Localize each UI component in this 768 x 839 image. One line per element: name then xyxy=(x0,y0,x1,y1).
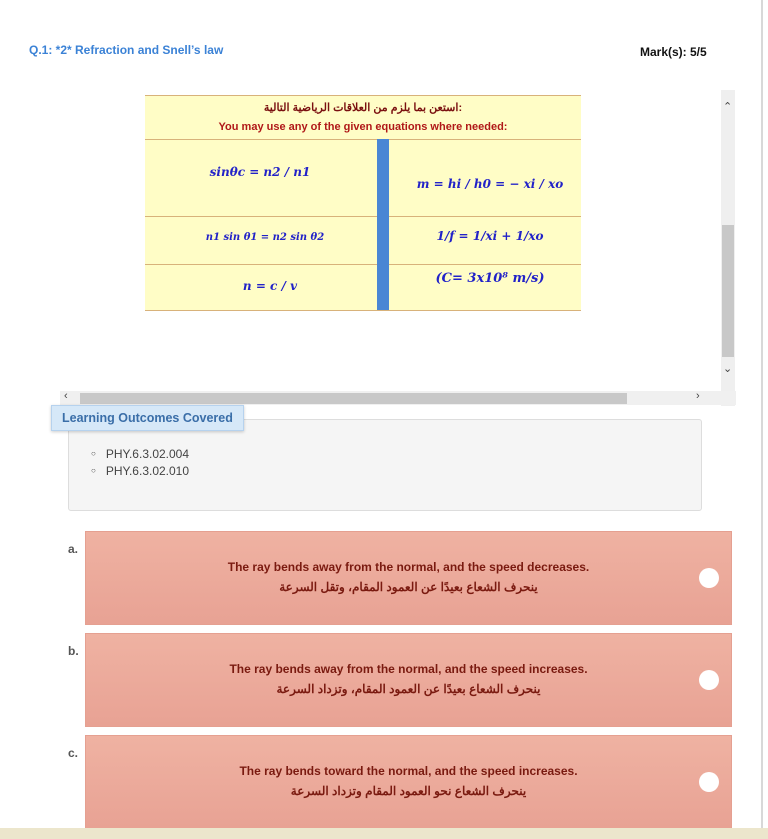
chevron-down-icon[interactable]: ⌄ xyxy=(723,363,733,375)
option-letter: c. xyxy=(68,746,79,760)
critical-angle-equation: sinθc = n2 / n1 xyxy=(209,165,311,179)
answer-option-c[interactable] xyxy=(85,735,732,829)
learning-outcomes-panel xyxy=(68,419,702,511)
option-text-en: The ray bends away from the normal, and the speed decreases. xyxy=(227,560,590,574)
learning-outcomes-label[interactable]: Learning Outcomes Covered xyxy=(51,405,244,431)
horizontal-scrollbar[interactable] xyxy=(60,391,736,405)
scrollbar-thumb[interactable] xyxy=(722,225,734,357)
option-letter: a. xyxy=(68,542,79,556)
option-text-ar: ينحرف الشعاع بعيدًا عن العمود المقام، وتقل السرعة xyxy=(279,580,538,594)
answer-option-b[interactable] xyxy=(85,633,732,727)
equations-image xyxy=(145,95,581,311)
learning-outcome-item: ○ PHY.6.3.02.004 xyxy=(91,447,189,464)
option-radio[interactable] xyxy=(699,568,719,588)
snell-equation: n1 sin θ1 = n2 sin θ2 xyxy=(205,232,325,243)
option-radio[interactable] xyxy=(699,670,719,690)
option-text-ar: ينحرف الشعاع بعيدًا عن العمود المقام، وتزداد السرعة xyxy=(276,682,541,696)
equations-english-header: You may use any of the given equations where needed: xyxy=(218,121,508,133)
question-mark: Mark(s): 5/5 xyxy=(640,45,707,59)
option-text-ar: ينحرف الشعاع نحو العمود المقام وتزداد السرعة xyxy=(290,784,527,798)
chevron-right-icon[interactable]: › xyxy=(696,390,700,402)
equations-arabic-header: استعن بما يلزم من العلاقات الرياضية التالية: xyxy=(263,102,463,114)
option-letter: b. xyxy=(68,644,79,658)
speed-of-light: (C= 3x10⁸ m/s) xyxy=(435,271,545,286)
page-border xyxy=(761,0,763,839)
chevron-up-icon[interactable]: ⌃ xyxy=(723,101,733,113)
chevron-left-icon[interactable]: ‹ xyxy=(64,390,68,402)
question-title: Q.1: *2* Refraction and Snell’s law xyxy=(29,43,224,57)
vertical-scrollbar[interactable] xyxy=(721,90,735,406)
option-text-en: The ray bends toward the normal, and the speed increases. xyxy=(239,764,578,778)
answer-option-a[interactable] xyxy=(85,531,732,625)
option-radio[interactable] xyxy=(699,772,719,792)
bottom-bar xyxy=(0,828,768,839)
column-divider xyxy=(377,139,389,310)
lens-equation: 1/f = 1/xi + 1/xo xyxy=(436,229,544,243)
learning-outcome-item: ○ PHY.6.3.02.010 xyxy=(91,464,189,481)
option-text-en: The ray bends away from the normal, and the speed increases. xyxy=(229,662,588,676)
magnification-equation: m = hi / h0 = − xi / xo xyxy=(416,177,564,191)
scrollbar-thumb[interactable] xyxy=(80,393,627,404)
index-equation: n = c / v xyxy=(242,279,298,293)
